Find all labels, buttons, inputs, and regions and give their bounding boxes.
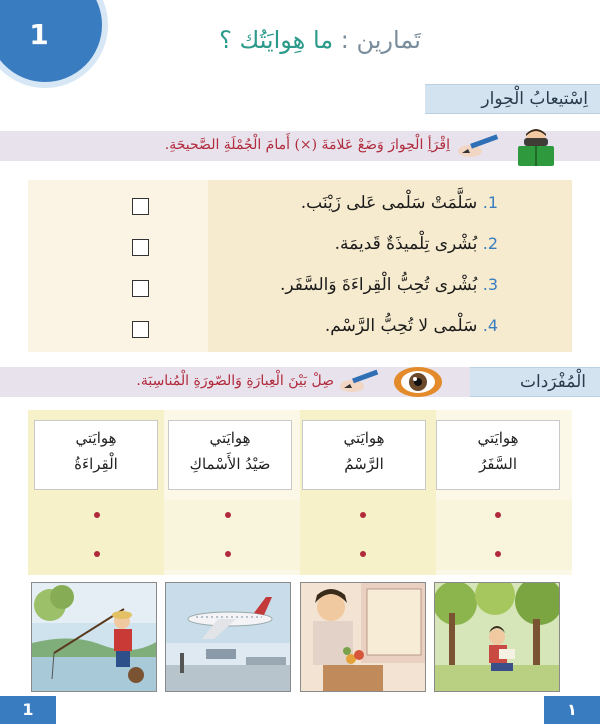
- answer-checkbox-2[interactable]: [132, 239, 149, 256]
- title-question: ما هِوايَتُك ؟: [219, 26, 334, 54]
- question-number: 2.: [482, 234, 498, 253]
- match-dot[interactable]: [94, 512, 100, 518]
- title-exercises: تَمارين: [356, 26, 421, 54]
- answer-column: [28, 180, 208, 352]
- phrase-card-reading[interactable]: [34, 420, 158, 490]
- question-number: 1.: [482, 193, 498, 212]
- section-comprehension-label: اِسْتيعابُ الْحِوار: [481, 89, 588, 109]
- question-number: 3.: [482, 275, 498, 294]
- question-text: بُشْرى تُحِبُّ الْقِراءَةَ وَالسَّفَر.: [279, 275, 478, 295]
- match-dot[interactable]: [360, 512, 366, 518]
- phrase-card-fishing[interactable]: [168, 420, 292, 490]
- reading-picture[interactable]: [434, 582, 560, 692]
- phrase-card-drawing[interactable]: [302, 420, 426, 490]
- card-line-2: الرَّسْمُ: [344, 455, 384, 473]
- drawing-picture[interactable]: [300, 582, 426, 692]
- eye-icon: [392, 365, 444, 399]
- match-dot[interactable]: [94, 551, 100, 557]
- page-title: [170, 26, 470, 54]
- question-row-2: [208, 234, 498, 254]
- question-row-3: [208, 275, 498, 295]
- card-line-2: السَّفَرُ: [479, 455, 517, 473]
- fishing-picture[interactable]: [31, 582, 157, 692]
- match-dot[interactable]: [225, 512, 231, 518]
- answer-checkbox-3[interactable]: [132, 280, 149, 297]
- dots-band: [28, 500, 572, 570]
- answer-checkbox-4[interactable]: [132, 321, 149, 338]
- section-vocabulary-bar: [470, 367, 600, 397]
- card-line-2: صَيْدُ الأَسْماكِ: [189, 455, 271, 473]
- question-text: بُشْرى تِلْميذَةٌ قَديمَة.: [334, 234, 478, 254]
- question-row-4: [208, 316, 498, 336]
- instruction-text-1: اِقْرَأِ الْحِوارَ وَضَعْ عَلامَةَ (×) أَمامَ الْجُمْلَةِ الصَّحيحَةِ.: [164, 137, 450, 153]
- question-text: سَلَّمَتْ سَلْمى عَلى زَيْنَب.: [300, 193, 478, 213]
- question-row-1: [208, 193, 498, 213]
- match-dot[interactable]: [495, 551, 501, 557]
- card-line-1: هِوايَتي: [209, 429, 251, 447]
- match-dot[interactable]: [360, 551, 366, 557]
- question-text: سَلْمى لا تُحِبُّ الرَّسْم.: [324, 316, 478, 336]
- card-line-1: هِوايَتي: [477, 429, 519, 447]
- title-colon: :: [333, 26, 357, 54]
- section-vocabulary-label: الْمُفْرَدات: [519, 372, 586, 392]
- match-dot[interactable]: [495, 512, 501, 518]
- page-number-left: 1: [0, 696, 56, 724]
- writing-hand-icon: [338, 367, 380, 395]
- page-number-right: ١: [544, 696, 600, 724]
- airplane-picture[interactable]: [165, 582, 291, 692]
- card-line-1: هِوايَتي: [75, 429, 117, 447]
- reading-child-icon: [510, 128, 562, 168]
- match-dot[interactable]: [225, 551, 231, 557]
- phrase-card-travel[interactable]: [436, 420, 560, 490]
- section-comprehension-bar: [425, 84, 600, 114]
- instruction-text-2: صِلْ بَيْنَ الْعِبارَةِ وَالصّورَةِ الْمُناسِبَة.: [136, 373, 334, 389]
- card-line-2: الْقِراءَةُ: [74, 455, 118, 473]
- card-line-1: هِوايَتي: [343, 429, 385, 447]
- lesson-number: 1: [29, 18, 49, 51]
- writing-hand-icon: [456, 133, 500, 159]
- question-number: 4.: [482, 316, 498, 335]
- answer-checkbox-1[interactable]: [132, 198, 149, 215]
